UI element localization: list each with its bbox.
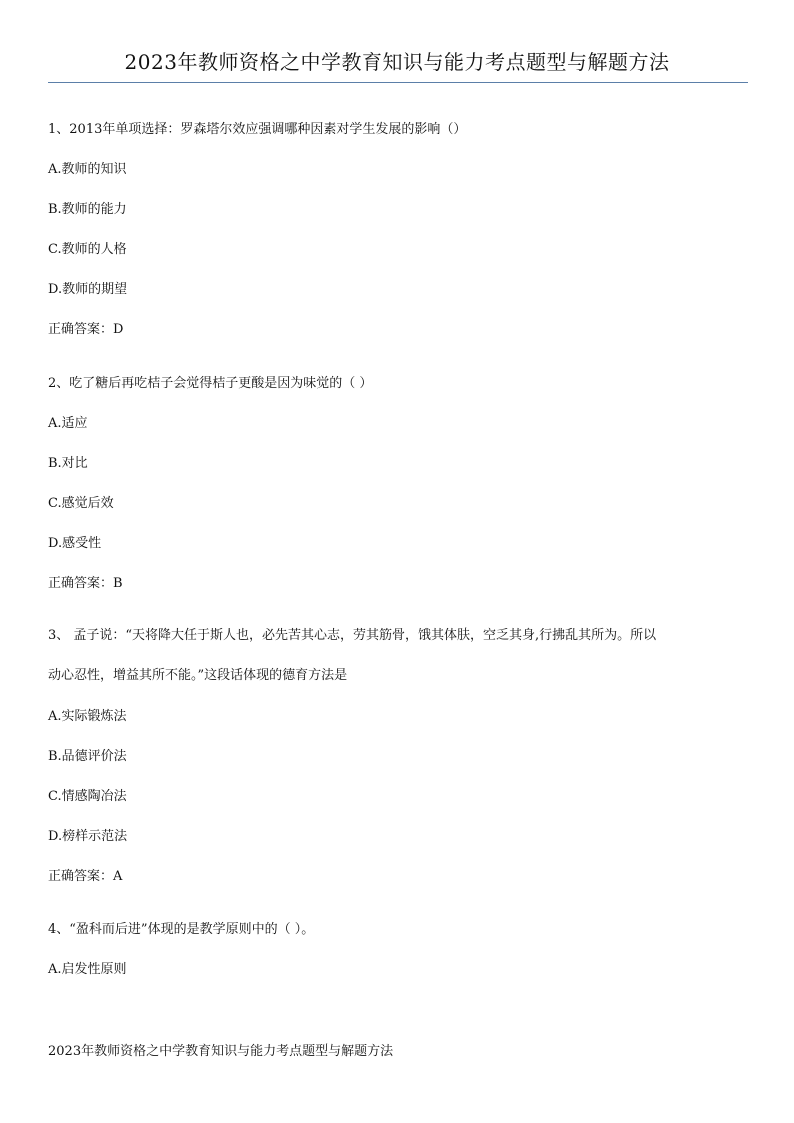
title-divider (48, 82, 748, 83)
page-footer: 2023年教师资格之中学教育知识与能力考点题型与解题方法 (48, 1044, 394, 1059)
question-2-answer: 正确答案：B (48, 576, 123, 591)
question-2-option-a: A.适应 (48, 416, 88, 431)
question-3-option-b: B.品德评价法 (48, 749, 127, 764)
question-4-option-a: A.启发性原则 (48, 962, 127, 977)
question-2-option-b: B.对比 (48, 456, 88, 471)
question-2-option-c: C.感觉后效 (48, 496, 114, 511)
question-1-answer: 正确答案：D (48, 322, 124, 337)
question-1-option-c: C.教师的人格 (48, 242, 127, 257)
question-3-option-a: A.实际锻炼法 (48, 709, 127, 724)
question-3-stem-line-2: 动心忍性，增益其所不能。”这段话体现的德育方法是 (48, 668, 348, 683)
question-1-option-d: D.教师的期望 (48, 282, 128, 297)
question-4-stem: 4、“盈科而后进”体现的是教学原则中的（ ）。 (48, 922, 315, 937)
question-2-stem: 2、吃了糖后再吃桔子会觉得桔子更酸是因为味觉的（ ） (48, 376, 373, 391)
question-3-answer: 正确答案：A (48, 869, 123, 884)
question-3-option-c: C.情感陶冶法 (48, 789, 127, 804)
question-3-option-d: D.榜样示范法 (48, 829, 128, 844)
question-1-option-a: A.教师的知识 (48, 162, 127, 177)
question-1-option-b: B.教师的能力 (48, 202, 127, 217)
question-2-option-d: D.感受性 (48, 536, 102, 551)
question-3-stem-line-1: 3、 孟子说：“天将降大任于斯人也，必先苦其心志，劳其筋骨，饿其体肤，空乏其身,行拂乱其所为。所以 (48, 628, 657, 643)
page-title: 2023年教师资格之中学教育知识与能力考点题型与解题方法 (124, 50, 670, 74)
question-1-stem: 1、2013年单项选择：罗森塔尔效应强调哪种因素对学生发展的影响（） (48, 122, 467, 137)
